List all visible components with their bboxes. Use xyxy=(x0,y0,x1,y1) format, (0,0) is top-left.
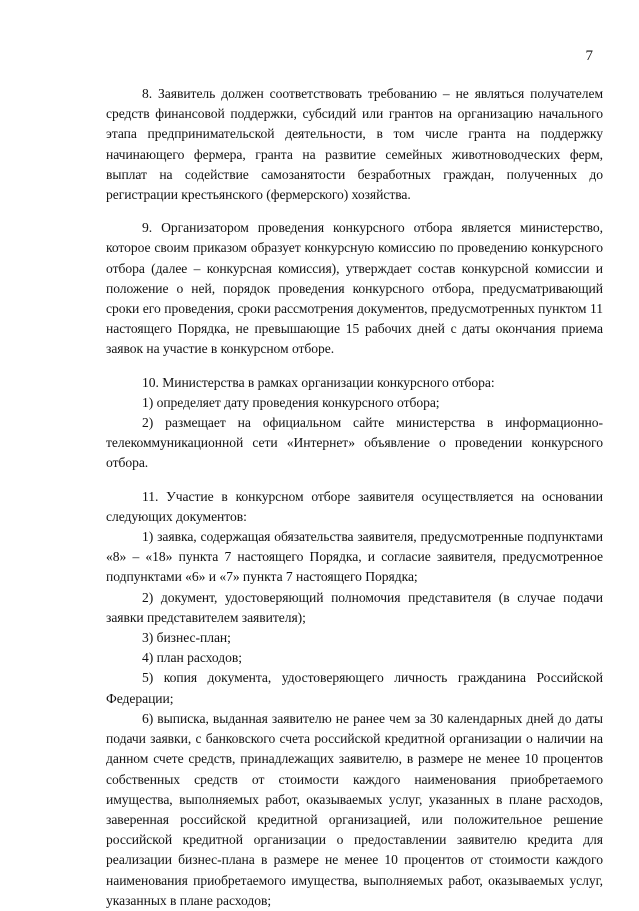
paragraph-10-item-1: 1) определяет дату проведения конкурсного отбора; xyxy=(142,394,440,410)
paragraph-11-item-5: 5) копия документа, удостоверяющего личность гражданина Российской Федерации; xyxy=(106,670,603,706)
paragraph-10-item-2: 2) размещает на официальном сайте министерства в информационно-телекоммуникационной сети «Интернет» объявление о проведении конкурсного отбора. xyxy=(106,415,603,471)
paragraph-9: 9. Организатором проведения конкурсного отбора является министерство, которое своим приказом образует конкурсную комиссию по проведению конкурсного отбора (далее – конкурсная комиссия), утверждает состав конкурсной комиссии и положение о ней, порядок проведения конкурсного отбора, предусматривающий сроки его проведения, сроки рассмотрения документов, предусмотренных пунктом 11 настоящего Порядка, не превышающие 15 рабочих дней с даты окончания приема заявок на участие в конкурсном отборе. xyxy=(106,220,603,357)
paragraph-11-item-2: 2) документ, удостоверяющий полномочия представителя (в случае подачи заявки представителем заявителя); xyxy=(106,589,603,625)
paragraph-8: 8. Заявитель должен соответствовать требованию – не являться получателем средств финансовой поддержки, субсидий или грантов на организацию начального этапа предпринимательской деятельности, в том числе гранта на поддержку начинающего фермера, гранта на развитие семейных животноводческих ферм, выплат на содействие самозанятости безработных граждан, полученных до регистрации крестьянского (фермерского) хозяйства. xyxy=(106,86,603,203)
paragraph-11-item-4: 4) план расходов; xyxy=(142,650,242,666)
paragraph-11-item-3: 3) бизнес-план; xyxy=(142,630,231,646)
paragraph-10: 10. Министерства в рамках организации конкурсного отбора: xyxy=(142,374,495,390)
document-body xyxy=(106,84,603,911)
page-number: 7 xyxy=(585,48,593,64)
paragraph-11-item-1: 1) заявка, содержащая обязательства заявителя, предусмотренные подпунктами «8» – «18» пункта 7 настоящего Порядка, и согласие заявителя, предусмотренное подпунктами «6» и «7» пункта 7 настоящего Порядка; xyxy=(106,529,603,585)
paragraph-11-item-6: 6) выписка, выданная заявителю не ранее чем за 30 календарных дней до даты подачи заявки, с банковского счета российской кредитной организации о наличии на данном счете средств, принадлежащих заявителю, в размере не менее 10 процентов собственных средств от стоимости каждого наименования приобретаемого имущества, выполняемых работ, оказываемых услуг, указанных в плане расходов, заверенная российской кредитной организацией, или положительное решение российской кредитной организации о предоставлении заявителю кредита для реализации бизнес-плана в размере не менее 10 процентов от стоимости каждого наименования приобретаемого имущества, выполняемых работ, оказываемых услуг, указанных в плане расходов; xyxy=(106,710,603,908)
paragraph-11: 11. Участие в конкурсном отборе заявителя осуществляется на основании следующих документов: xyxy=(106,488,603,524)
